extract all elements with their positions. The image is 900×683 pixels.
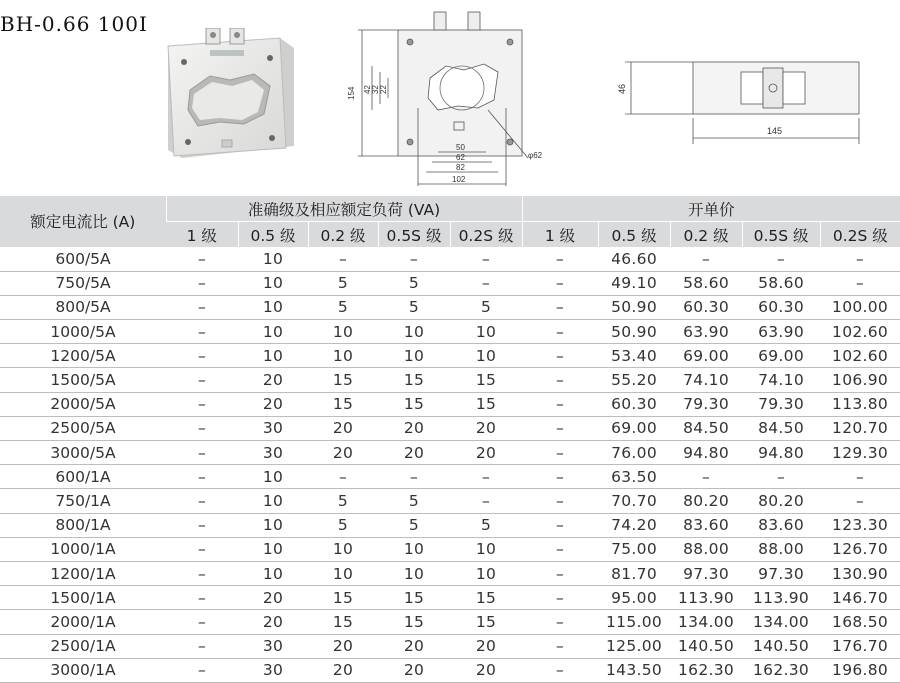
load-cell: 5 [308, 295, 378, 319]
load-cell: 15 [378, 586, 450, 610]
load-cell: 10 [238, 295, 308, 319]
load-cell: 15 [378, 392, 450, 416]
price-cell: 53.40 [598, 344, 670, 368]
ratio-cell: 2000/5A [0, 392, 166, 416]
price-cell: – [820, 271, 900, 295]
price-cell: – [522, 537, 598, 561]
load-cell: 10 [450, 320, 522, 344]
load-cell: 30 [238, 634, 308, 658]
load-cell: – [166, 247, 238, 271]
price-cell: 76.00 [598, 441, 670, 465]
load-cell: 30 [238, 416, 308, 440]
load-cell: 10 [378, 537, 450, 561]
load-cell: 10 [238, 344, 308, 368]
load-cell: 10 [378, 344, 450, 368]
ratio-cell: 800/1A [0, 513, 166, 537]
dim-50: 50 [456, 143, 465, 152]
table-row [0, 658, 900, 682]
price-cell: 83.60 [670, 513, 742, 537]
price-cell: – [522, 489, 598, 513]
ratio-cell: 3000/1A [0, 658, 166, 682]
load-cell: 10 [238, 489, 308, 513]
load-col-header: 0.2 级 [308, 222, 378, 248]
load-cell: 10 [450, 561, 522, 585]
table-body [0, 247, 900, 682]
load-cell: – [166, 465, 238, 489]
load-cell: 15 [450, 586, 522, 610]
price-cell: 196.80 [820, 658, 900, 682]
load-cell: 20 [238, 586, 308, 610]
load-cell: – [166, 586, 238, 610]
load-cell: – [166, 271, 238, 295]
table-row [0, 392, 900, 416]
load-cell: 5 [450, 513, 522, 537]
ratio-cell: 600/1A [0, 465, 166, 489]
price-cell: – [670, 465, 742, 489]
product-photo [160, 28, 302, 164]
load-cell: 15 [308, 368, 378, 392]
price-cell: – [522, 247, 598, 271]
price-cell: 140.50 [670, 634, 742, 658]
spec-table [0, 196, 900, 683]
load-cell: 10 [238, 537, 308, 561]
dim-32: 32 [371, 85, 380, 94]
dim-154: 154 [347, 86, 356, 100]
price-cell: 88.00 [670, 537, 742, 561]
price-cell: – [522, 465, 598, 489]
load-cell: – [166, 634, 238, 658]
price-cell: – [522, 441, 598, 465]
price-cell: – [820, 465, 900, 489]
load-cell: – [166, 392, 238, 416]
load-cell: 20 [378, 441, 450, 465]
price-cell: – [820, 247, 900, 271]
ratio-cell: 2000/1A [0, 610, 166, 634]
price-cell: 162.30 [670, 658, 742, 682]
price-col-header: 0.5 级 [598, 222, 670, 248]
price-cell: 50.90 [598, 320, 670, 344]
load-cell: – [450, 489, 522, 513]
table-row [0, 271, 900, 295]
load-cell: 5 [308, 271, 378, 295]
price-cell: – [522, 610, 598, 634]
price-cell: 79.30 [670, 392, 742, 416]
price-cell: 63.50 [598, 465, 670, 489]
load-cell: 30 [238, 441, 308, 465]
ratio-cell: 1000/1A [0, 537, 166, 561]
front-dimension-drawing [338, 8, 548, 190]
side-dimension-drawing [605, 48, 875, 144]
price-cell: 50.90 [598, 295, 670, 319]
load-cell: – [450, 247, 522, 271]
load-group-header: 准确级及相应额定负荷 (VA) [166, 196, 522, 222]
table-row [0, 465, 900, 489]
price-cell: 60.30 [598, 392, 670, 416]
load-cell: 10 [308, 561, 378, 585]
price-cell: 106.90 [820, 368, 900, 392]
price-cell: 95.00 [598, 586, 670, 610]
table-row [0, 634, 900, 658]
load-cell: 20 [238, 610, 308, 634]
price-cell: 55.20 [598, 368, 670, 392]
price-cell: 79.30 [742, 392, 820, 416]
price-cell: 63.90 [742, 320, 820, 344]
load-cell: 15 [378, 610, 450, 634]
load-col-header: 1 级 [166, 222, 238, 248]
table-row [0, 368, 900, 392]
table-row [0, 610, 900, 634]
price-cell: 102.60 [820, 344, 900, 368]
price-cell: 126.70 [820, 537, 900, 561]
price-cell: 46.60 [598, 247, 670, 271]
price-cell: 63.90 [670, 320, 742, 344]
table-row [0, 320, 900, 344]
load-cell: 15 [308, 586, 378, 610]
load-cell: 10 [378, 320, 450, 344]
price-col-header: 1 级 [522, 222, 598, 248]
price-cell: – [742, 465, 820, 489]
load-cell: 20 [378, 416, 450, 440]
price-cell: 146.70 [820, 586, 900, 610]
price-cell: 69.00 [742, 344, 820, 368]
load-cell: – [308, 465, 378, 489]
load-cell: – [450, 465, 522, 489]
load-cell: – [166, 489, 238, 513]
ratio-cell: 750/1A [0, 489, 166, 513]
load-cell: 10 [308, 320, 378, 344]
load-cell: 15 [450, 392, 522, 416]
price-cell: – [522, 561, 598, 585]
ratio-cell: 1200/1A [0, 561, 166, 585]
ratio-cell: 1000/5A [0, 320, 166, 344]
price-cell: 69.00 [598, 416, 670, 440]
load-cell: – [166, 295, 238, 319]
load-cell: 20 [450, 441, 522, 465]
price-cell: – [522, 368, 598, 392]
ratio-cell: 600/5A [0, 247, 166, 271]
load-cell: 15 [378, 368, 450, 392]
load-cell: – [166, 441, 238, 465]
price-cell: 129.30 [820, 441, 900, 465]
price-cell: 88.00 [742, 537, 820, 561]
price-cell: 134.00 [670, 610, 742, 634]
load-cell: 10 [238, 561, 308, 585]
load-cell: 10 [238, 271, 308, 295]
price-cell: 83.60 [742, 513, 820, 537]
load-cell: 5 [308, 513, 378, 537]
price-cell: – [522, 513, 598, 537]
load-cell: 10 [308, 537, 378, 561]
price-cell: – [522, 271, 598, 295]
price-cell: 94.80 [742, 441, 820, 465]
price-col-header: 0.2S 级 [820, 222, 900, 248]
price-cell: – [522, 634, 598, 658]
load-cell: 20 [238, 392, 308, 416]
price-cell: – [522, 392, 598, 416]
price-cell: 115.00 [598, 610, 670, 634]
load-cell: 5 [378, 489, 450, 513]
load-cell: 5 [450, 295, 522, 319]
price-cell: – [522, 344, 598, 368]
load-cell: 20 [450, 658, 522, 682]
load-cell: – [166, 561, 238, 585]
price-cell: 60.30 [670, 295, 742, 319]
table-row [0, 537, 900, 561]
price-cell: 60.30 [742, 295, 820, 319]
load-cell: 20 [238, 368, 308, 392]
price-cell: 74.20 [598, 513, 670, 537]
load-cell: 10 [308, 344, 378, 368]
price-cell: – [522, 586, 598, 610]
load-cell: 30 [238, 658, 308, 682]
load-cell: – [166, 513, 238, 537]
price-cell: 84.50 [742, 416, 820, 440]
price-cell: 100.00 [820, 295, 900, 319]
load-cell: 20 [450, 416, 522, 440]
price-cell: 97.30 [742, 561, 820, 585]
table-row [0, 561, 900, 585]
load-cell: – [166, 368, 238, 392]
price-cell: 168.50 [820, 610, 900, 634]
price-cell: 176.70 [820, 634, 900, 658]
load-col-header: 0.5S 级 [378, 222, 450, 248]
price-col-header: 0.2 级 [670, 222, 742, 248]
table-row [0, 586, 900, 610]
dim-82: 82 [456, 163, 465, 172]
ratio-cell: 1500/1A [0, 586, 166, 610]
price-cell: 84.50 [670, 416, 742, 440]
hole-diameter: φ62 [528, 151, 543, 160]
load-cell: 20 [308, 634, 378, 658]
load-cell: 15 [450, 610, 522, 634]
price-cell: – [522, 320, 598, 344]
ratio-cell: 750/5A [0, 271, 166, 295]
load-cell: 20 [308, 416, 378, 440]
load-cell: 10 [238, 465, 308, 489]
dim-46: 46 [617, 83, 627, 94]
ratio-cell: 2500/1A [0, 634, 166, 658]
price-cell: 75.00 [598, 537, 670, 561]
dim-62: 62 [456, 153, 465, 162]
load-cell: 15 [450, 368, 522, 392]
price-cell: 94.80 [670, 441, 742, 465]
load-cell: 20 [308, 658, 378, 682]
table-row [0, 416, 900, 440]
load-cell: 5 [378, 295, 450, 319]
price-cell: 113.90 [670, 586, 742, 610]
load-cell: 10 [238, 513, 308, 537]
price-cell: 80.20 [742, 489, 820, 513]
dim-145: 145 [767, 126, 783, 136]
load-cell: 10 [238, 320, 308, 344]
table-row [0, 295, 900, 319]
load-cell: 10 [450, 537, 522, 561]
dim-102: 102 [452, 175, 466, 184]
price-cell: 113.90 [742, 586, 820, 610]
load-cell: 5 [378, 513, 450, 537]
load-cell: – [166, 344, 238, 368]
load-cell: 5 [378, 271, 450, 295]
load-cell: – [378, 465, 450, 489]
load-cell: 15 [308, 392, 378, 416]
price-cell: 130.90 [820, 561, 900, 585]
table-row [0, 441, 900, 465]
load-cell: – [450, 271, 522, 295]
price-cell: 81.70 [598, 561, 670, 585]
load-col-header: 0.2S 级 [450, 222, 522, 248]
price-cell: 143.50 [598, 658, 670, 682]
load-cell: 20 [308, 441, 378, 465]
load-cell: – [166, 416, 238, 440]
price-cell: 140.50 [742, 634, 820, 658]
price-cell: – [820, 489, 900, 513]
load-cell: – [166, 320, 238, 344]
price-group-header: 开单价 [522, 196, 900, 222]
price-cell: – [742, 247, 820, 271]
price-cell: 74.10 [742, 368, 820, 392]
price-cell: – [522, 416, 598, 440]
price-cell: 49.10 [598, 271, 670, 295]
price-cell: 125.00 [598, 634, 670, 658]
price-cell: – [670, 247, 742, 271]
load-col-header: 0.5 级 [238, 222, 308, 248]
table-row [0, 489, 900, 513]
price-cell: 120.70 [820, 416, 900, 440]
price-cell: 123.30 [820, 513, 900, 537]
price-cell: 74.10 [670, 368, 742, 392]
price-cell: 113.80 [820, 392, 900, 416]
table-row [0, 344, 900, 368]
load-cell: 10 [450, 344, 522, 368]
load-cell: – [166, 658, 238, 682]
load-cell: – [166, 537, 238, 561]
load-cell: 20 [450, 634, 522, 658]
ratio-header: 额定电流比 (A) [0, 196, 166, 247]
model-title: BH-0.66 100I [0, 12, 148, 36]
price-cell: 70.70 [598, 489, 670, 513]
load-cell: – [308, 247, 378, 271]
price-cell: – [522, 295, 598, 319]
ratio-cell: 1200/5A [0, 344, 166, 368]
price-cell: 58.60 [670, 271, 742, 295]
price-cell: 80.20 [670, 489, 742, 513]
dim-22: 22 [379, 85, 388, 94]
price-cell: – [522, 658, 598, 682]
price-cell: 58.60 [742, 271, 820, 295]
price-cell: 134.00 [742, 610, 820, 634]
ratio-cell: 2500/5A [0, 416, 166, 440]
load-cell: 10 [378, 561, 450, 585]
price-cell: 162.30 [742, 658, 820, 682]
load-cell: 15 [308, 610, 378, 634]
price-cell: 97.30 [670, 561, 742, 585]
load-cell: – [166, 610, 238, 634]
load-cell: 10 [238, 247, 308, 271]
dim-42: 42 [363, 85, 372, 94]
load-cell: 20 [378, 634, 450, 658]
load-cell: – [378, 247, 450, 271]
ratio-cell: 3000/5A [0, 441, 166, 465]
ratio-cell: 800/5A [0, 295, 166, 319]
table-row [0, 513, 900, 537]
load-cell: 5 [308, 489, 378, 513]
ratio-cell: 1500/5A [0, 368, 166, 392]
price-cell: 69.00 [670, 344, 742, 368]
table-row [0, 247, 900, 271]
price-col-header: 0.5S 级 [742, 222, 820, 248]
price-cell: 102.60 [820, 320, 900, 344]
load-cell: 20 [378, 658, 450, 682]
